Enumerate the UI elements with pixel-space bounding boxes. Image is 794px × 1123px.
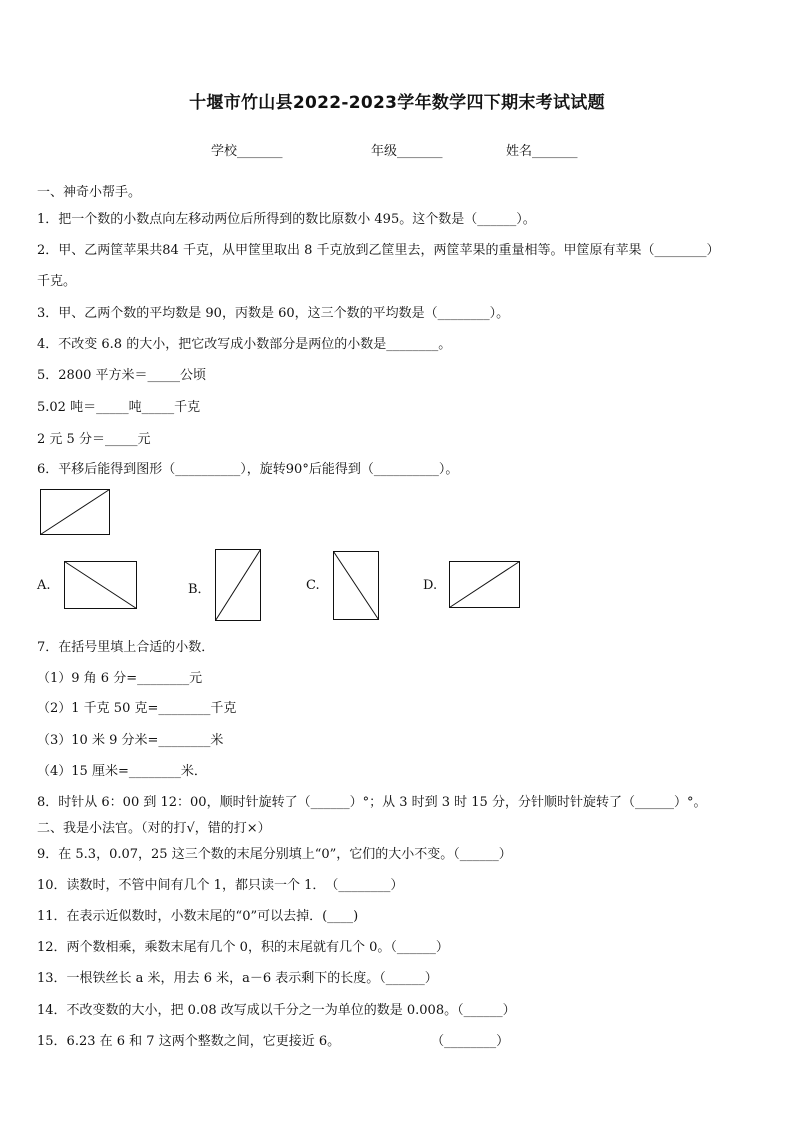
question-5-part-3: 2 元 5 分＝_____元: [37, 432, 151, 447]
option-b-label: B．: [188, 582, 211, 597]
question-14: 14．不改变数的大小，把 0.08 改写成以千分之一为单位的数是 0.008。（______）: [37, 1003, 516, 1018]
option-b-figure: [215, 549, 262, 622]
question-5-part-2: 5.02 吨＝_____吨_____千克: [37, 400, 201, 415]
question-4: 4．不改变 6.8 的大小，把它改写成小数部分是两位的小数是________。: [37, 337, 452, 352]
school-field: 学校_______: [211, 144, 283, 159]
grade-field: 年级_______: [371, 144, 443, 159]
option-a-label: A.: [37, 578, 51, 593]
question-10: 10．读数时，不管中间有几个 1，都只读一个 1． （________）: [37, 878, 404, 893]
page-title: 十堰市竹山县2022-2023学年数学四下期末考试试题: [189, 93, 605, 113]
option-c-figure: [333, 551, 380, 621]
option-a-figure: [64, 561, 138, 610]
section-heading-2: 二、我是小法官。（对的打√，错的打×）: [37, 821, 271, 836]
question-2: 2．甲、乙两筐苹果共84 千克，从甲筐里取出 8 千克放到乙筐里去，两筐苹果的重量相等。甲筐原有苹果（________）: [37, 243, 720, 258]
question-5-part-1: 5．2800 平方米＝_____公顷: [37, 368, 206, 383]
name-field: 姓名_______: [506, 144, 578, 159]
question-7-part-2: （2）1 千克 50 克=________千克: [37, 701, 237, 716]
question-2-continued: 千克。: [37, 274, 77, 289]
question-1: 1．把一个数的小数点向左移动两位后所得到的数比原数小 495。这个数是（______）。: [37, 212, 536, 227]
question-9: 9．在 5.3，0.07，25 这三个数的末尾分别填上“0”，它们的大小不变。（______）: [37, 847, 512, 862]
original-rectangle-figure: [40, 489, 111, 536]
question-11: 11．在表示近似数时，小数末尾的“0”可以去掉．(____): [37, 909, 359, 924]
question-7-part-1: （1）9 角 6 分=________元: [37, 671, 203, 686]
question-8: 8．时针从 6：00 到 12：00，顺时针旋转了（______）°；从 3 时到 3 时 15 分，分针顺时针旋转了（______）°。: [37, 795, 707, 810]
option-d-label: D.: [423, 578, 438, 593]
question-12: 12．两个数相乘，乘数末尾有几个 0，积的末尾就有几个 0。（______）: [37, 940, 449, 955]
question-13: 13．一根铁丝长 a 米，用去 6 米，a－6 表示剩下的长度。（______）: [37, 971, 438, 986]
question-6: 6．平移后能得到图形（__________），旋转90°后能得到（__________）。: [37, 462, 459, 477]
option-c-label: C.: [306, 578, 320, 593]
question-7-part-3: （3）10 米 9 分米=________米: [37, 733, 224, 748]
section-heading-1: 一、神奇小帮手。: [37, 185, 142, 200]
question-7: 7．在括号里填上合适的小数．: [37, 640, 215, 655]
question-15: 15．6.23 在 6 和 7 这两个整数之间，它更接近 6。 （________）: [37, 1034, 510, 1049]
question-3: 3．甲、乙两个数的平均数是 90，丙数是 60，这三个数的平均数是（________）。: [37, 306, 510, 321]
option-d-figure: [449, 561, 521, 609]
question-7-part-4: （4）15 厘米=________米．: [37, 764, 207, 779]
